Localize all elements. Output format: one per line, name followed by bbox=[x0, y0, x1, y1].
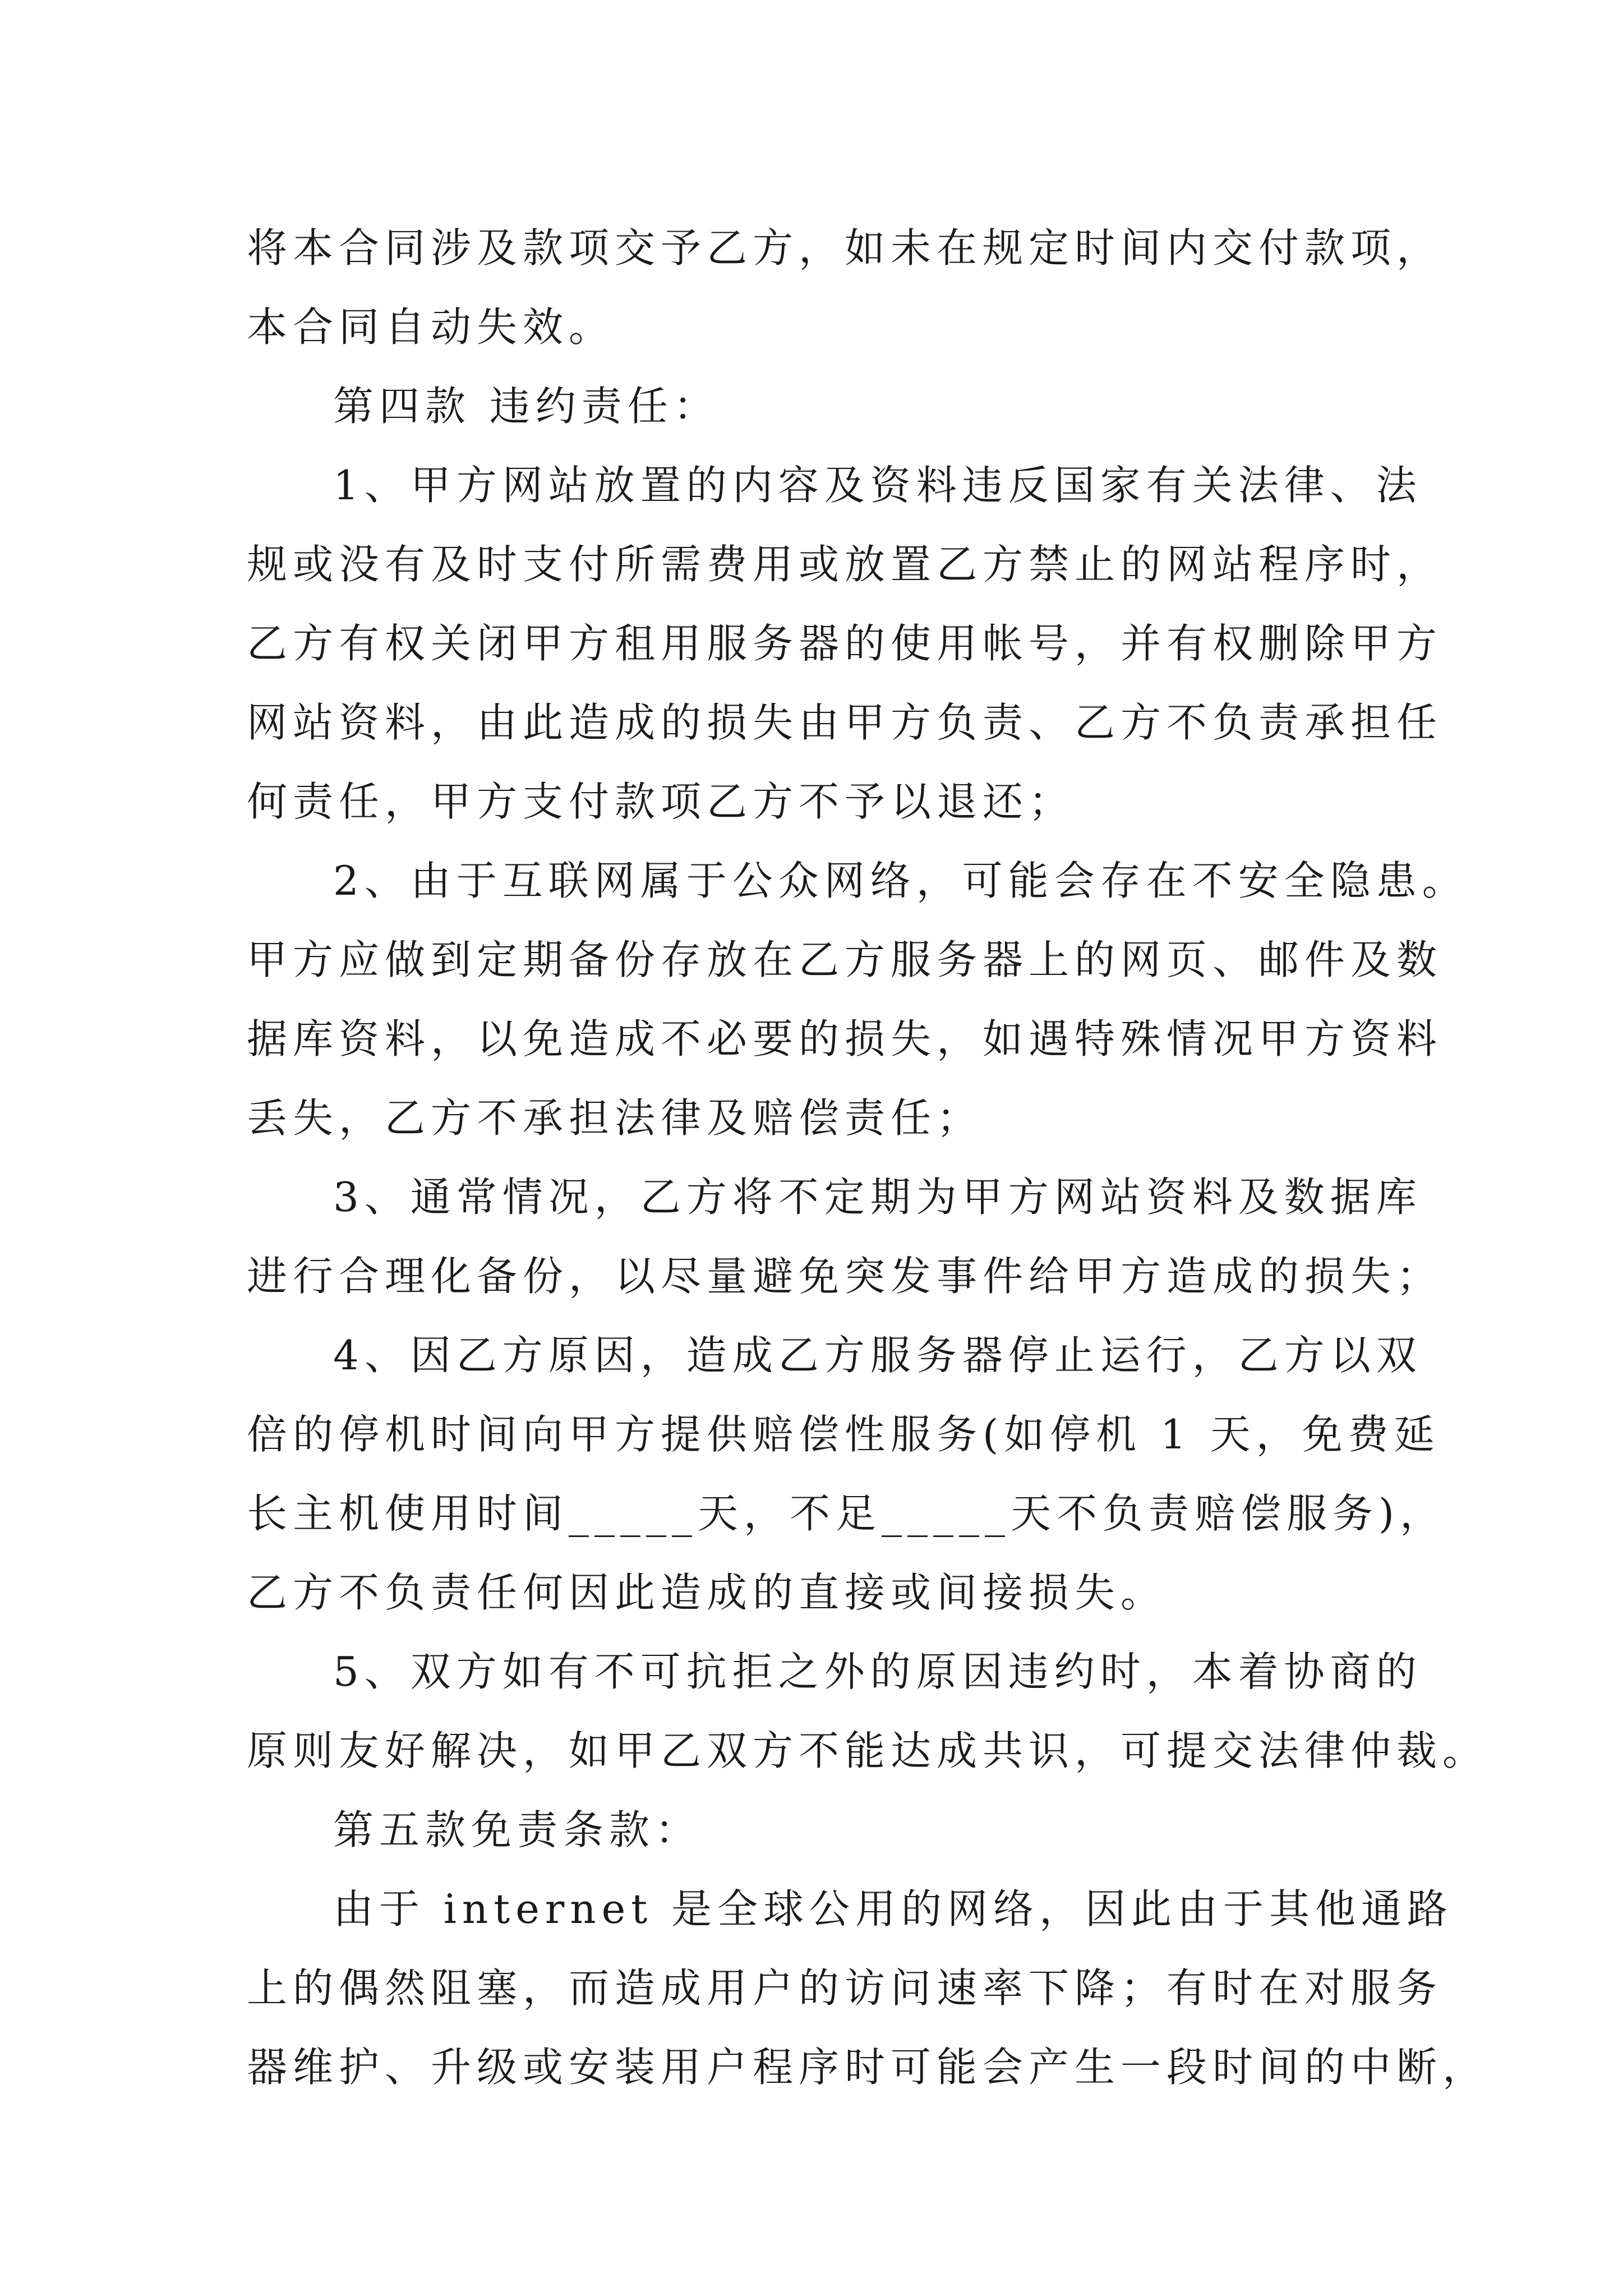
text-line: 第五款免责条款： bbox=[333, 1806, 702, 1853]
text-line: 本合同自动失效。 bbox=[247, 303, 615, 351]
text-line: 乙方不负责任何因此造成的直接或间接损失。 bbox=[247, 1569, 1167, 1616]
text-line: 网站资料，由此造成的损失由甲方负责、乙方不负责承担任 bbox=[247, 699, 1443, 746]
text-line: 长主机使用时间_____天，不足_____天不负责赔偿服务)， bbox=[247, 1490, 1446, 1537]
text-line: 5、双方如有不可抗拒之外的原因违约时，本着协商的 bbox=[333, 1648, 1422, 1695]
document-body bbox=[247, 209, 1489, 2107]
text-line: 1、甲方网站放置的内容及资料违反国家有关法律、法 bbox=[333, 462, 1422, 509]
text-line: 倍的停机时间向甲方提供赔偿性服务(如停机 1 天，免费延 bbox=[247, 1411, 1440, 1458]
text-line: 第四款 违约责任： bbox=[333, 383, 720, 430]
text-line: 丢失，乙方不承担法律及赔偿责任； bbox=[247, 1094, 983, 1142]
text-line: 2、由于互联网属于公众网络，可能会存在不安全隐患。 bbox=[333, 857, 1468, 904]
text-line: 规或没有及时支付所需费用或放置乙方禁止的网站程序时， bbox=[247, 541, 1443, 588]
text-line: 4、因乙方原因，造成乙方服务器停止运行，乙方以双 bbox=[333, 1332, 1422, 1379]
text-line: 上的偶然阻塞，而造成用户的访问速率下降；有时在对服务 bbox=[247, 1964, 1443, 2012]
text-line: 由于 internet 是全球公用的网络，因此由于其他通路 bbox=[333, 1885, 1454, 1932]
text-line: 原则友好解决，如甲乙双方不能达成共识，可提交法律仲裁。 bbox=[247, 1727, 1489, 1774]
text-line: 3、通常情况，乙方将不定期为甲方网站资料及数据库 bbox=[333, 1174, 1422, 1221]
text-line: 器维护、升级或安装用户程序时可能会产生一段时间的中断， bbox=[247, 2044, 1489, 2091]
text-line: 进行合理化备份，以尽量避免突发事件给甲方造成的损失； bbox=[247, 1253, 1443, 1300]
text-line: 何责任，甲方支付款项乙方不予以退还； bbox=[247, 778, 1075, 825]
text-line: 将本合同涉及款项交予乙方，如未在规定时间内交付款项， bbox=[247, 224, 1443, 272]
text-line: 据库资料，以免造成不必要的损失，如遇特殊情况甲方资料 bbox=[247, 1015, 1443, 1062]
text-line: 甲方应做到定期备份存放在乙方服务器上的网页、邮件及数 bbox=[247, 936, 1443, 983]
text-line: 乙方有权关闭甲方租用服务器的使用帐号，并有权删除甲方 bbox=[247, 620, 1443, 667]
